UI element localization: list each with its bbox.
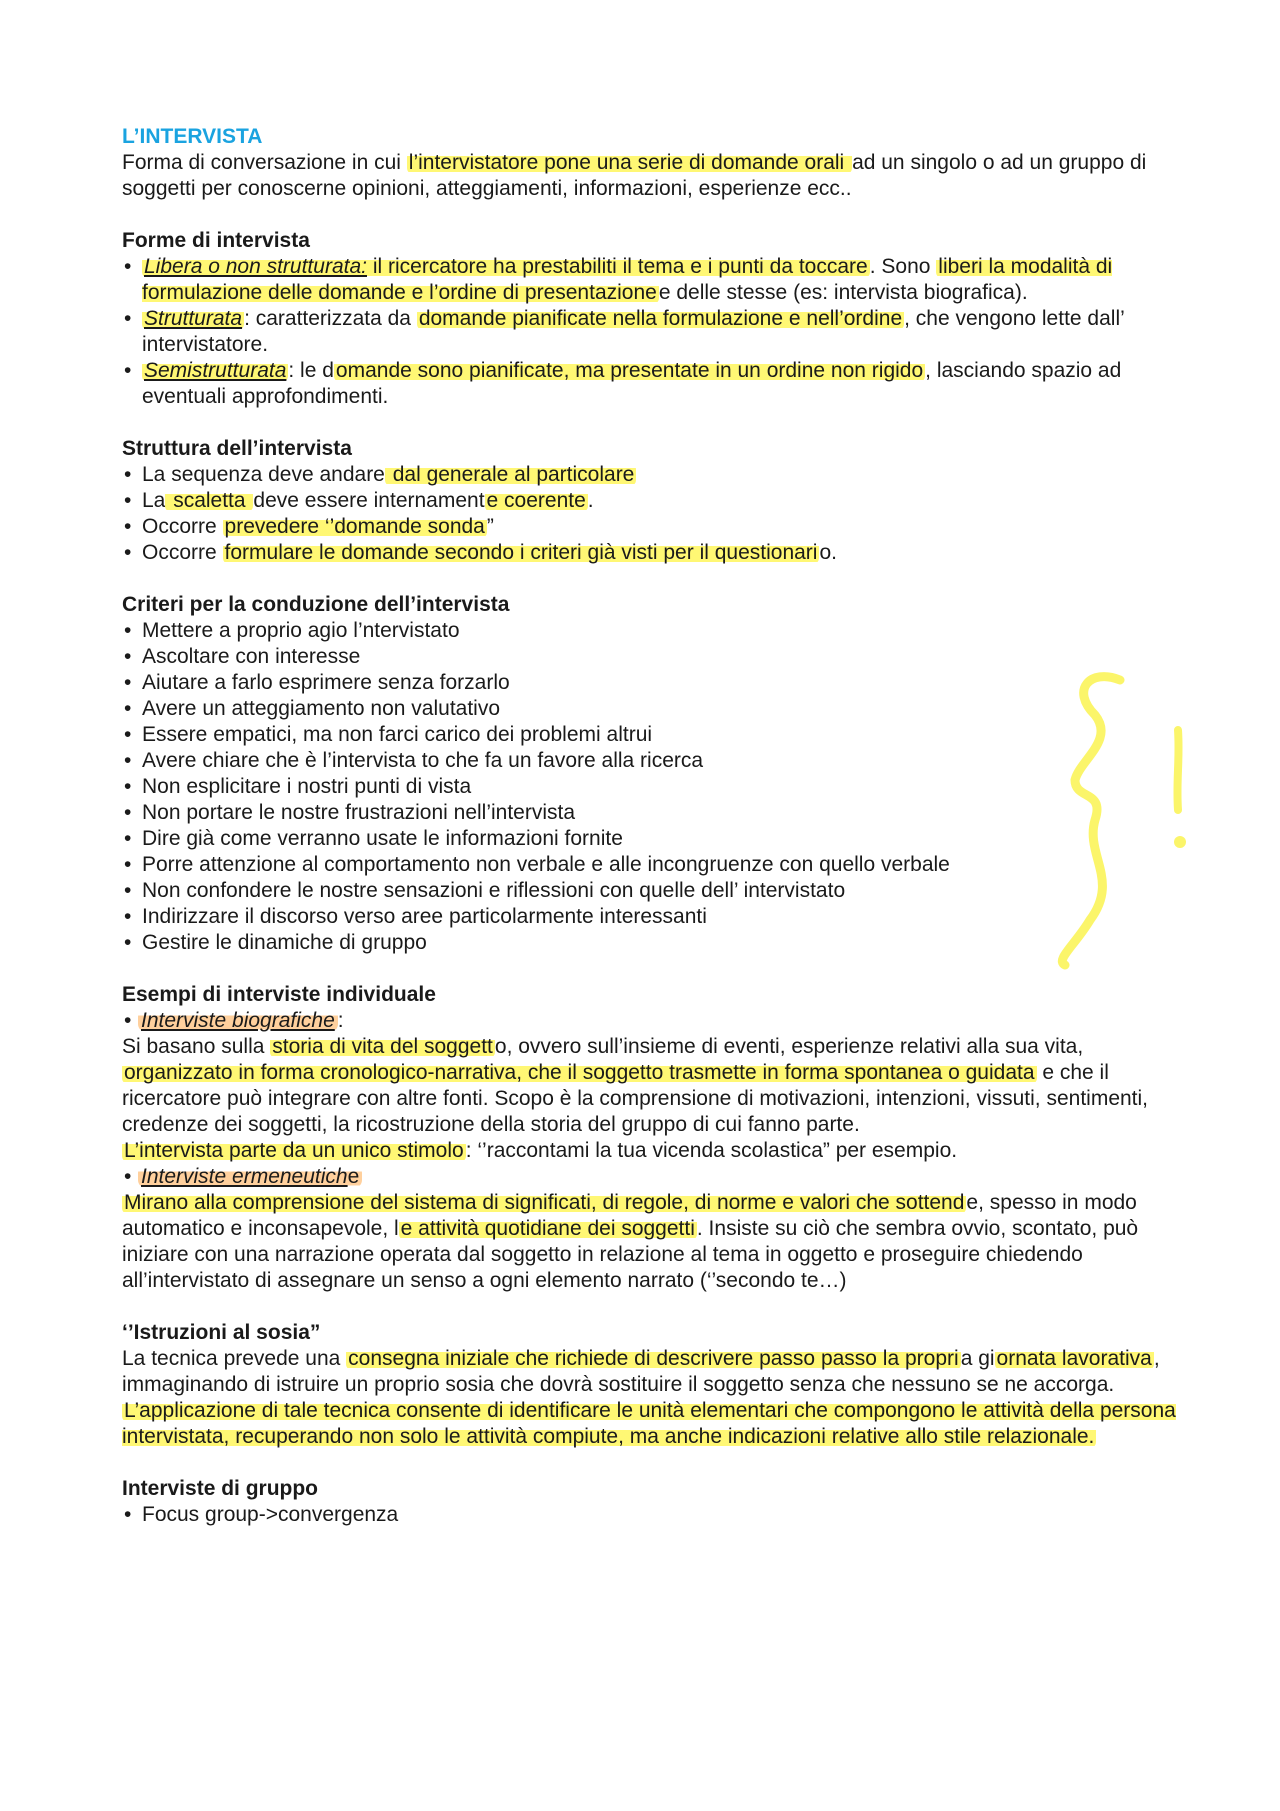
highlight: L’applicazione di tale tecnica consente di identificare le unità elementari che compongono le attività della persona intervistata, recuperando non solo le attività compiute, ma anche indicazioni relative allo stile relazionale. bbox=[122, 1399, 1176, 1448]
list-item: • La sequenza deve andare dal generale al particolare bbox=[122, 462, 1182, 488]
sosia-paragraph-2 bbox=[122, 1398, 1182, 1450]
highlight: l’intervistatore pone una serie di domande orali bbox=[408, 151, 851, 174]
list-item: • Ascoltare con interesse bbox=[122, 644, 1182, 670]
brace-exclamation-doodle bbox=[1050, 660, 1210, 980]
forme-list bbox=[122, 254, 1182, 410]
list-item: • Aiutare a farlo esprimere senza forzarlo bbox=[122, 670, 1182, 696]
gruppo-list bbox=[122, 1502, 1182, 1528]
intro-paragraph: Forma di conversazione in cui l’intervistatore pone una serie di domande orali ad un singolo o ad un gruppo di soggetti per conoscerne opinioni, atteggiamenti, informazioni, esperienze ecc.. bbox=[122, 151, 1147, 200]
list-item: • Indirizzare il discorso verso aree particolarmente interessanti bbox=[122, 904, 1182, 930]
list-item-strutturata: • Strutturata: caratterizzata da domande pianificate nella formulazione e nell’ordine, che vengono lette dall’ intervistatore. bbox=[122, 306, 1182, 358]
list-item: • Non confondere le nostre sensazioni e riflessioni con quelle dell’ intervistato bbox=[122, 878, 1182, 904]
list-item: • Porre attenzione al comportamento non verbale e alle incongruenze con quello verbale bbox=[122, 852, 1182, 878]
highlight: consegna iniziale che richiede di descrivere passo passo la propri bbox=[348, 1347, 959, 1370]
ermeneutiche-paragraph: Mirano alla comprensione del sistema di significati, di regole, di norme e valori che sottende, spesso in modo automatico e inconsapevole, le attività quotidiane dei soggetti. Insiste su ciò che sembra ovvio, scontato, può iniziare con una narrazione operata dal soggetto in relazione al tema in oggetto e proseguire chiedendo all’intervistato di assegnare un senso a ogni elemento narrato (‘’secondo te…) bbox=[122, 1191, 1139, 1292]
highlight: omande sono pianificate, ma presentate in un ordine non rigido bbox=[335, 359, 924, 382]
list-item: • Mettere a proprio agio l’ntervistato bbox=[122, 618, 1182, 644]
list-item: • Occorre formulare le domande secondo i criteri già visti per il questionario. bbox=[122, 540, 1182, 566]
highlight: e attività quotidiane dei soggetti bbox=[400, 1217, 695, 1240]
list-item: • Essere empatici, ma non farci carico dei problemi altrui bbox=[122, 722, 1182, 748]
highlight: ornata lavorativa bbox=[996, 1347, 1152, 1370]
list-item: • La scaletta deve essere internamente coerente. bbox=[122, 488, 1182, 514]
esempi-ermeneutiche-label bbox=[122, 1164, 1182, 1190]
highlight: domande pianificate nella formulazione e nell’ordine bbox=[418, 307, 903, 330]
highlight: liberi la modalità di formulazione delle domande e l’ordine di presentazione bbox=[142, 255, 1113, 304]
list-item: • Interviste biografiche : bbox=[122, 1008, 1182, 1034]
list-item: • Avere chiare che è l’intervista to che fa un favore alla ricerca bbox=[122, 748, 1182, 774]
brace-doodle bbox=[1062, 677, 1120, 965]
highlight-term: Interviste ermeneutiche bbox=[138, 1165, 362, 1188]
section-heading-sosia: ‘’Istruzioni al sosia” bbox=[122, 1321, 321, 1344]
highlight: dal generale al particolare bbox=[386, 463, 635, 486]
list-item: • Non esplicitare i nostri punti di vista bbox=[122, 774, 1182, 800]
highlight: Mirano alla comprensione del sistema di significati, di regole, di norme e valori che sottend bbox=[124, 1191, 965, 1214]
list-item-semistrutturata: • Semistrutturata: le domande sono pianificate, ma presentate in un ordine non rigido, lasciando spazio ad eventuali approfondimenti. bbox=[122, 358, 1182, 410]
criteri-list bbox=[122, 618, 1182, 956]
list-item: • Non portare le nostre frustrazioni nell’intervista bbox=[122, 800, 1182, 826]
list-item: • Gestire le dinamiche di gruppo bbox=[122, 930, 1182, 956]
highlight: formulare le domande secondo i criteri già visti per il questionari bbox=[224, 541, 818, 564]
section-heading-forme: Forme di intervista bbox=[122, 229, 310, 252]
section-heading-struttura: Struttura dell’intervista bbox=[122, 437, 352, 460]
esempi-biografiche-label bbox=[122, 1008, 1182, 1034]
document-title: L’INTERVISTA bbox=[122, 125, 263, 148]
section-heading-esempi: Esempi di interviste individuale bbox=[122, 983, 436, 1006]
section-heading-gruppo: Interviste di gruppo bbox=[122, 1477, 319, 1500]
sosia-paragraph: La tecnica prevede una consegna iniziale che richiede di descrivere passo passo la propria giornata lavorativa, immaginando di istruire un proprio sosia che dovrà sostituire il soggetto senza che nessuno se ne accorga. bbox=[122, 1347, 1160, 1396]
exclamation-dot-doodle bbox=[1174, 836, 1186, 848]
highlight: organizzato in forma cronologico-narrativa, che il soggetto trasmette in forma spontanea o guidata bbox=[124, 1061, 1035, 1084]
document-page bbox=[122, 124, 1182, 1528]
list-item bbox=[122, 1164, 1182, 1190]
biografiche-paragraph: Si basano sulla storia di vita del soggetto, ovvero sull’insieme di eventi, esperienze relativi alla sua vita, organizzato in forma cronologico-narrativa, che il soggetto trasmette in forma spontanea o guidata e che il ricercatore può integrare con altre fonti. Scopo è la comprensione di motivazioni, intenzioni, vissuti, sentimenti, credenze dei soggetti, la ricostruzione della storia del gruppo di cui fanno parte. bbox=[122, 1035, 1149, 1136]
list-item-libera: • Libera o non strutturata: il ricercatore ha prestabiliti il tema e i punti da toccare. Sono liberi la modalità di formulazione delle domande e l’ordine di presentazionee delle stesse (es: intervista biografica). bbox=[122, 254, 1182, 306]
highlight: storia di vita del soggett bbox=[272, 1035, 493, 1058]
exclamation-doodle bbox=[1177, 730, 1178, 810]
biografiche-stimolo: L’intervista parte da un unico stimolo: ‘’raccontami la tua vicenda scolastica” per esempio. bbox=[124, 1139, 958, 1162]
section-heading-criteri: Criteri per la conduzione dell’intervista bbox=[122, 593, 510, 616]
list-item: • Dire già come verranno usate le informazioni fornite bbox=[122, 826, 1182, 852]
highlight-term: Strutturata bbox=[144, 307, 243, 330]
highlight: L’intervista parte da un unico stimolo bbox=[124, 1139, 464, 1162]
list-item: • Occorre prevedere ‘’domande sonda” bbox=[122, 514, 1182, 540]
highlight: e coerente bbox=[486, 489, 586, 512]
list-item: • Avere un atteggiamento non valutativo bbox=[122, 696, 1182, 722]
list-item: • Focus group->convergenza bbox=[122, 1502, 1182, 1528]
highlight: scaletta bbox=[167, 489, 252, 512]
highlight-term: Interviste biografiche bbox=[138, 1009, 338, 1032]
struttura-list bbox=[122, 462, 1182, 566]
highlight-term: Semistrutturata bbox=[144, 359, 287, 382]
highlight: prevedere ‘’domande sonda bbox=[224, 515, 485, 538]
highlight: Libera o non strutturata: il ricercatore ha prestabiliti il tema e i punti da toccare bbox=[144, 255, 868, 278]
